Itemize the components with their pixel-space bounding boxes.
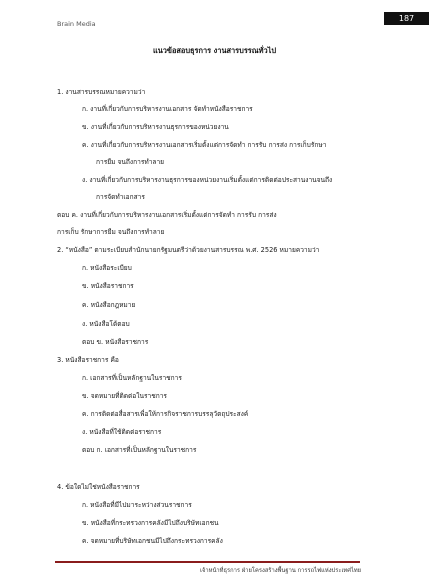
q1-choice-d-cont: การจัดทำเอกสาร [96, 193, 145, 201]
q1-answer-cont: การเก็บ รักษาการยืม จนถึงการทำลาย [57, 228, 165, 236]
question-3: 3. หนังสือราชการ คือ [57, 356, 119, 364]
q1-choice-b: ข. งานที่เกี่ยวกับการบริหารงานธุรการของหน่วยงาน [82, 123, 229, 131]
question-2: 2. “หนังสือ” ตามระเบียบสำนักนายกรัฐมนตรีว่าด้วยงานสารบรรณ พ.ศ. 2526 หมายความว่า [57, 246, 320, 254]
q2-answer: ตอบ ข. หนังสือราชการ [82, 338, 149, 346]
q1-choice-c: ค. งานที่เกี่ยวกับการบริหารงานเอกสารเริ่มตั้งแต่การจัดทำ การรับ การส่ง การเก็บรักษา [82, 141, 327, 149]
brand-name: Brain Media [57, 20, 96, 28]
q1-answer: ตอบ ค. งานที่เกี่ยวกับการบริหารงานเอกสารเริ่มตั้งแต่การจัดทำ การรับ การส่ง [57, 211, 277, 219]
q2-choice-d: ง. หนังสือโต้ตอบ [82, 320, 130, 328]
q3-choice-b: ข. จดหมายที่ติดต่อในราชการ [82, 392, 167, 400]
q2-choice-b: ข. หนังสือราชการ [82, 282, 134, 290]
q4-choice-a: ก. หนังสือที่มีไปมาระหว่างส่วนราชการ [82, 501, 192, 509]
q4-choice-b: ข. หนังสือที่กระทรวงการคลังมีไปถึงบริษัทเอกชน [82, 519, 219, 527]
page-number-badge: 187 [384, 12, 429, 25]
page-title: แนวข้อสอบธุรการ งานสารบรรณทั่วไป [152, 46, 277, 55]
q2-choice-c: ค. หนังสือกฎหมาย [82, 301, 136, 309]
q2-choice-a: ก. หนังสือระเบียบ [82, 264, 132, 272]
page-footer: เจ้าหน้าที่ธุรการ ฝ่ายโครงสร้างพื้นฐาน การรถไฟแห่งประเทศไทย [200, 568, 362, 574]
q3-answer: ตอบ ก. เอกสารที่เป็นหลักฐานในราชการ [82, 446, 197, 454]
q3-choice-d: ง. หนังสือที่ใช้ติดต่อราชการ [82, 428, 162, 436]
question-1: 1. งานสารบรรณหมายความว่า [57, 88, 146, 96]
question-4: 4. ข้อใดไม่ใช่หนังสือราชการ [57, 483, 140, 491]
q4-choice-c: ค. จดหมายที่บริษัทเอกชนมีไปถึงกระทรวงการคลัง [82, 537, 223, 545]
q1-choice-c-cont: การยืม จนถึงการทำลาย [96, 158, 165, 166]
q1-choice-a: ก. งานที่เกี่ยวกับการบริหารงานเอกสาร จัดทำหนังสือราชการ [82, 105, 253, 113]
q3-choice-c: ค. การติดต่อสื่อสารเพื่อให้การกิจราชการบรรลุวัตถุประสงค์ [82, 410, 249, 418]
q1-choice-d: ง. งานที่เกี่ยวกับการบริหารงานธุรการของหน่วยงานเริ่มตั้งแต่การติดต่อประสานงานจนถึง [82, 176, 333, 184]
footer-divider [55, 561, 360, 563]
q3-choice-a: ก. เอกสารที่เป็นหลักฐานในราชการ [82, 374, 182, 382]
